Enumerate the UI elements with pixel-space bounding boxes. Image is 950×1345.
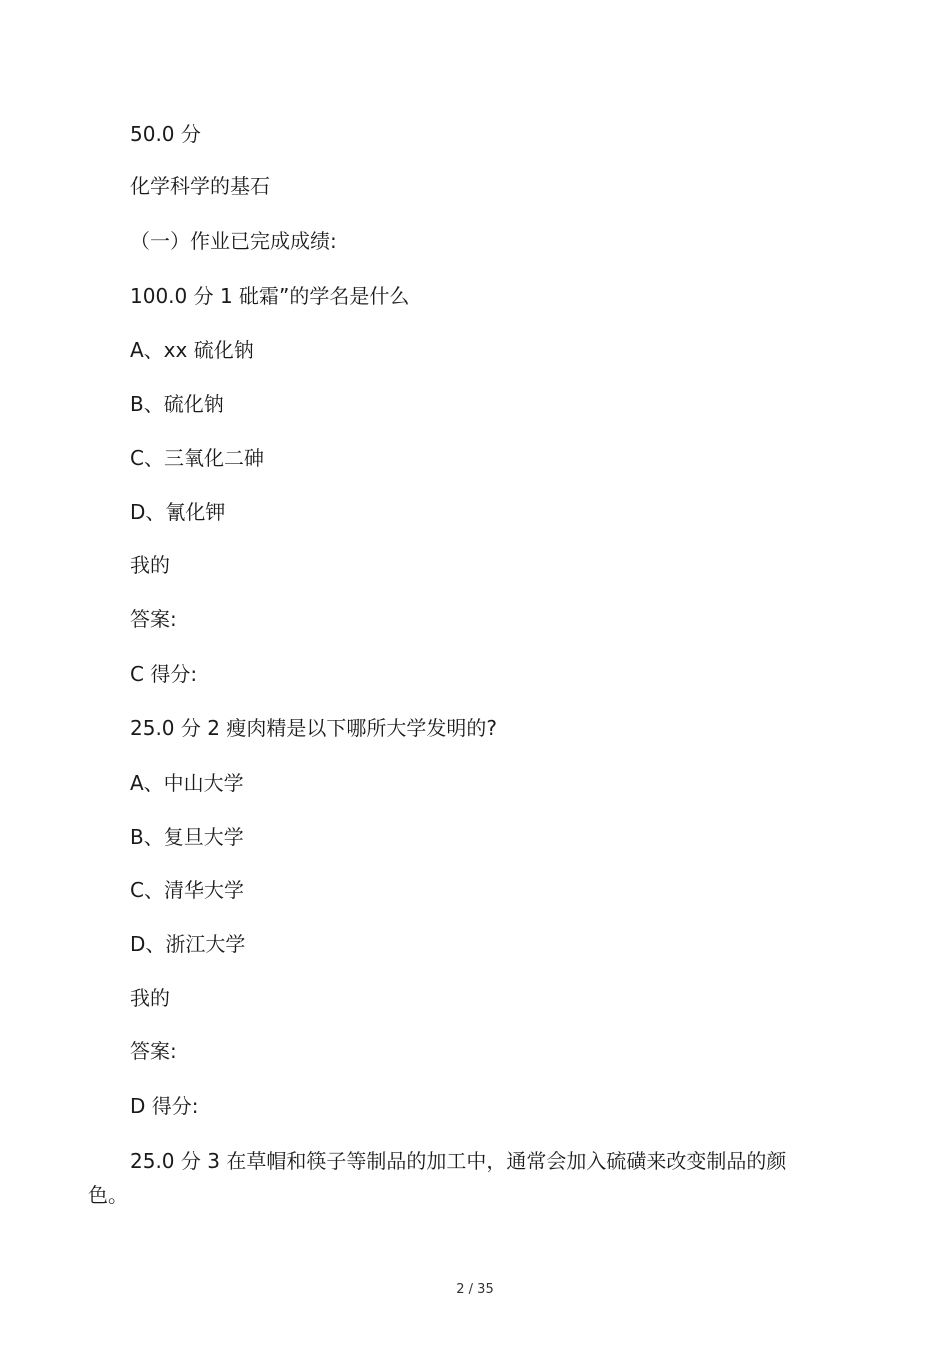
q2-answer-label: 答案:	[130, 1039, 177, 1063]
q1-answer-label: 答案:	[130, 607, 177, 631]
page-number: 2 / 35	[456, 1282, 494, 1297]
question-2: 25.0 分 2 瘦肉精是以下哪所大学发明的?	[130, 716, 497, 740]
q2-answer-score: D 得分:	[130, 1094, 199, 1118]
q1-option-b: B、硫化钠	[130, 392, 224, 416]
q1-option-d: D、氰化钾	[130, 500, 226, 524]
assignment-status: （一）作业已完成成绩:	[130, 229, 337, 253]
question-1: 100.0 分 1 砒霜”的学名是什么	[130, 284, 410, 308]
q1-answer-score: C 得分:	[130, 662, 198, 686]
q2-option-c: C、清华大学	[130, 878, 244, 902]
section-title: 化学科学的基石	[130, 174, 270, 198]
q1-option-a: A、xx 硫化钠	[130, 338, 254, 362]
q2-my-label: 我的	[130, 986, 170, 1010]
q2-option-a: A、中山大学	[130, 771, 244, 795]
score-line: 50.0 分	[130, 122, 201, 146]
question-3: 25.0 分 3 在草帽和筷子等制品的加工中，通常会加入硫磺来改变制品的颜色。	[88, 1149, 787, 1207]
q2-option-b: B、复旦大学	[130, 825, 244, 849]
q1-option-c: C、三氧化二砷	[130, 446, 264, 470]
q2-option-d: D、浙江大学	[130, 932, 246, 956]
q1-my-label: 我的	[130, 553, 170, 577]
